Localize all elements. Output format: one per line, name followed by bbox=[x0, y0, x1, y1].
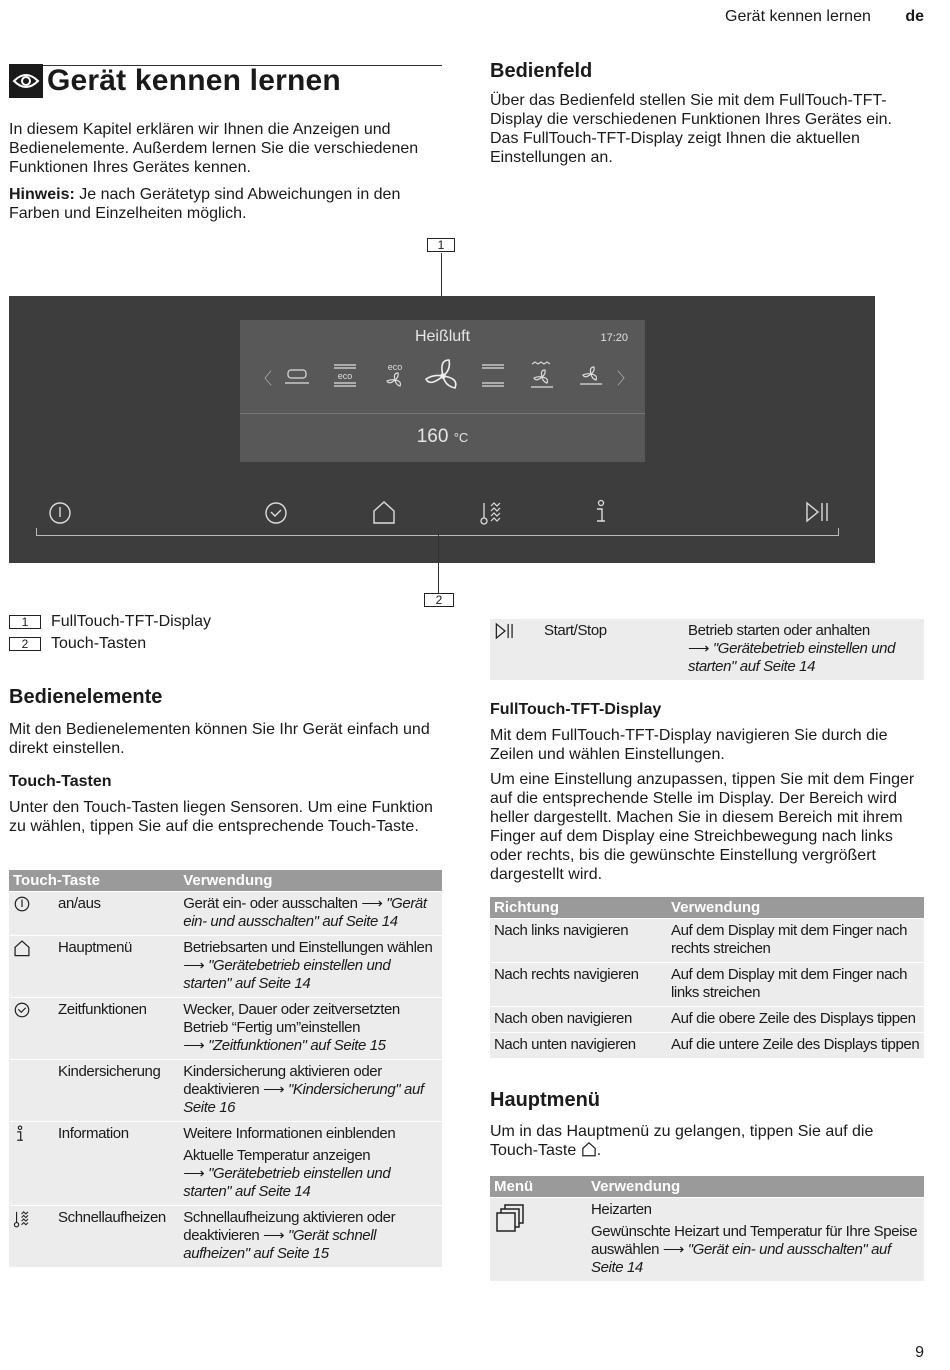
info-icon[interactable] bbox=[591, 499, 611, 525]
table-row bbox=[490, 919, 924, 963]
arrow-icon: ⟶ bbox=[183, 1037, 209, 1054]
table-cell-use bbox=[179, 1206, 442, 1268]
table-cell: Auf dem Display mit dem Finger nach rechts streichen bbox=[667, 919, 924, 963]
hauptmenu-section bbox=[490, 1089, 924, 1160]
note-text: Je nach Gerätetyp sind Abweichungen in den Farben und Einzelheiten möglich. bbox=[9, 186, 401, 222]
legend-label: FullTouch-TFT-Display bbox=[51, 613, 212, 630]
use-text: Gewünschte Heizart und Temperatur für Ihre Speise auswählen bbox=[591, 1223, 918, 1258]
eco-label-2: eco bbox=[387, 362, 403, 372]
table-cell-use bbox=[179, 892, 442, 936]
touch-keys-text: Unter den Touch-Tasten liegen Sensoren. Um eine Funktion zu wählen, tippen Sie auf die entsprechende Touch-Taste. bbox=[9, 799, 433, 835]
menu-table bbox=[490, 1176, 924, 1281]
table-row bbox=[9, 998, 442, 1060]
hauptmenu-title: Hauptmenü bbox=[490, 1089, 600, 1111]
arrow-icon: ⟶ bbox=[259, 1081, 288, 1098]
use-text: Schnellaufheizung aktivieren oder deaktivieren bbox=[183, 1209, 396, 1244]
table-cell: Auf die untere Zeile des Displays tippen bbox=[667, 1033, 924, 1059]
eco-label: eco bbox=[337, 371, 353, 381]
temp-value: 160 bbox=[416, 426, 449, 447]
temp-unit: °C bbox=[453, 430, 469, 445]
table-row bbox=[9, 892, 442, 936]
table-cell-name: an/aus bbox=[54, 892, 179, 936]
hot-air-fan-icon[interactable] bbox=[421, 354, 465, 396]
nav-table-header-direction: Richtung bbox=[490, 897, 667, 919]
display-right-arrow-icon[interactable]: 〉 bbox=[616, 371, 633, 388]
table-cell-icon bbox=[490, 619, 540, 680]
eco-top-bottom-heat-icon[interactable] bbox=[332, 362, 358, 390]
table-row bbox=[490, 1198, 924, 1282]
table-cell-name: Kindersicherung bbox=[54, 1060, 179, 1122]
menu-table-header-menu: Menü bbox=[490, 1176, 587, 1198]
display-divider bbox=[240, 413, 645, 414]
intro-block bbox=[9, 120, 442, 223]
table-cell-use bbox=[587, 1198, 924, 1282]
table-cell-use bbox=[179, 1122, 442, 1206]
home-icon[interactable] bbox=[371, 499, 397, 525]
display-clock: 17:20 bbox=[600, 332, 628, 344]
table-row bbox=[9, 936, 442, 998]
header-lang: de bbox=[905, 8, 924, 25]
info-icon bbox=[13, 1125, 27, 1143]
table-cell-icon bbox=[490, 1198, 587, 1282]
table-cell-icon bbox=[9, 936, 54, 998]
start-stop-table bbox=[490, 619, 924, 680]
pizza-fan-icon[interactable] bbox=[529, 360, 555, 390]
menu-row-body bbox=[591, 1223, 920, 1277]
use-text: Betriebsarten und Einstellungen wählen bbox=[183, 939, 433, 956]
page-reference[interactable]: "Gerätebetrieb einstellen und starten" auf Seite 14 bbox=[688, 640, 896, 675]
table-cell: Nach oben navigieren bbox=[490, 1007, 667, 1033]
table-cell-icon bbox=[9, 1060, 54, 1122]
note-label: Hinweis: bbox=[9, 186, 75, 203]
legend-num: 2 bbox=[9, 637, 41, 651]
display-left-arrow-icon[interactable]: 〈 bbox=[256, 371, 273, 388]
home-icon bbox=[13, 939, 31, 957]
callout-2-line bbox=[438, 533, 439, 593]
table-row bbox=[9, 1206, 442, 1268]
bedienelemente-title: Bedienelemente bbox=[9, 686, 163, 708]
legend-label: Touch-Tasten bbox=[51, 635, 147, 652]
table-cell-use bbox=[179, 936, 442, 998]
display-section-title: FullTouch-TFT-Display bbox=[490, 701, 662, 718]
page-reference[interactable]: "Zeitfunktionen" auf Seite 15 bbox=[208, 1037, 386, 1054]
display-mode-label: Heißluft bbox=[414, 328, 471, 345]
use-text: Betrieb starten oder anhalten bbox=[688, 622, 870, 639]
touch-table-header-use: Verwendung bbox=[179, 870, 442, 892]
touch-table bbox=[9, 870, 442, 1267]
arrow-icon: ⟶ bbox=[183, 957, 209, 974]
grill-tray-icon[interactable] bbox=[284, 364, 310, 388]
legend-item bbox=[9, 611, 442, 633]
page-reference[interactable]: "Gerätebetrieb einstellen und starten" auf Seite 14 bbox=[183, 957, 391, 992]
arrow-icon: ⟶ bbox=[259, 1227, 288, 1244]
page-reference[interactable]: "Gerät ein- und ausschalten" auf Seite 14 bbox=[183, 895, 427, 930]
table-row bbox=[9, 1060, 442, 1122]
table-cell-icon bbox=[9, 998, 54, 1060]
tft-display bbox=[240, 320, 645, 462]
bedienelemente-block bbox=[9, 686, 442, 836]
table-cell: Auf dem Display mit dem Finger nach links streichen bbox=[667, 963, 924, 1007]
bedienfeld-text: Über das Bedienfeld stellen Sie mit dem FullTouch-TFT-Display die verschiedenen Funktionen Ihres Gerätes ein. Das FullTouch-TFT-Display zeigt Ihnen die aktuellen Einstellungen an. bbox=[490, 92, 892, 166]
use-text: Weitere Informationen einblenden bbox=[183, 1125, 396, 1142]
use-text: Wecker, Dauer oder zeitversetzten Betrieb “Fertig um”einstellen bbox=[183, 1001, 400, 1036]
rapid-heat-icon bbox=[13, 1209, 33, 1229]
arrow-icon: ⟶ bbox=[659, 1241, 688, 1258]
page-reference[interactable]: "Kindersicherung" auf Seite 16 bbox=[183, 1081, 424, 1116]
table-cell-name: Zeitfunktionen bbox=[54, 998, 179, 1060]
home-icon bbox=[581, 1141, 597, 1157]
table-cell-name: Hauptmenü bbox=[54, 936, 179, 998]
start-stop-icon[interactable] bbox=[804, 501, 832, 523]
display-temperature[interactable] bbox=[240, 426, 645, 448]
nav-table-header-use: Verwendung bbox=[667, 897, 924, 919]
bedienelemente-text: Mit den Bedienelementen können Sie Ihr Gerät einfach und direkt einstellen. bbox=[9, 721, 430, 757]
touch-table-header-key: Touch-Taste bbox=[9, 870, 179, 892]
eye-icon bbox=[9, 64, 43, 98]
table-cell: Nach links navigieren bbox=[490, 919, 667, 963]
table-cell-use bbox=[179, 998, 442, 1060]
page-number: 9 bbox=[915, 1344, 924, 1361]
arrow-icon: ⟶ bbox=[183, 1165, 209, 1182]
start-stop-icon bbox=[494, 622, 516, 640]
arrow-icon: ⟶ bbox=[688, 640, 713, 657]
power-icon bbox=[13, 895, 31, 913]
top-bottom-heat-icon[interactable] bbox=[480, 362, 506, 390]
hauptmenu-text-end: . bbox=[596, 1142, 602, 1159]
table-cell-icon bbox=[9, 1206, 54, 1268]
menu-table-header-use: Verwendung bbox=[587, 1176, 924, 1198]
table-row bbox=[490, 1007, 924, 1033]
hauptmenu-text bbox=[490, 1122, 924, 1160]
table-row bbox=[490, 619, 924, 680]
note-paragraph bbox=[9, 185, 442, 223]
rapid-heat-icon[interactable] bbox=[479, 499, 507, 527]
menu-row-title: Heizarten bbox=[591, 1201, 652, 1218]
legend-item bbox=[9, 633, 442, 655]
table-cell-name: Start/Stop bbox=[540, 619, 684, 680]
table-cell-name: Information bbox=[54, 1122, 179, 1206]
table-row bbox=[490, 1033, 924, 1059]
table-row bbox=[490, 963, 924, 1007]
table-cell: Nach unten navigieren bbox=[490, 1033, 667, 1059]
clock-icon[interactable] bbox=[264, 501, 288, 525]
display-section-p2: Um eine Einstellung anzupassen, tippen Sie mit dem Finger auf die entsprechende Stelle im Display. Der Bereich wird heller dargestellt. Machen Sie in diesem Bereich mit ihrem Finger auf dem Display eine Streichbewegung nach links oder rechts, bis die gewünschte Einstellung vergrößert dargestellt wird. bbox=[490, 771, 915, 883]
eco-fan-icon[interactable] bbox=[382, 360, 408, 390]
table-row bbox=[9, 1122, 442, 1206]
page-reference[interactable]: "Gerätebetrieb einstellen und starten" auf Seite 14 bbox=[183, 1165, 391, 1200]
use-text: Gerät ein- oder ausschalten bbox=[183, 895, 358, 912]
chapter-title: Gerät kennen lernen bbox=[47, 64, 341, 97]
legend bbox=[9, 611, 442, 655]
clock-icon bbox=[13, 1001, 31, 1019]
heating-modes-icon bbox=[494, 1203, 526, 1235]
use-text: Kindersicherung aktivieren oder deaktivieren bbox=[183, 1063, 382, 1098]
chapter-title-block bbox=[9, 64, 341, 98]
legend-num: 1 bbox=[9, 615, 41, 629]
table-cell-icon bbox=[9, 1122, 54, 1206]
bedienfeld-title: Bedienfeld bbox=[490, 60, 593, 82]
intro-text: In diesem Kapitel erklären wir Ihnen die Anzeigen und Bedienelemente. Außerdem lernen Sie die verschiedenen Funktionen Ihres Gerätes kennen. bbox=[9, 121, 419, 176]
navigation-table bbox=[490, 897, 924, 1058]
circulated-air-bottom-icon[interactable] bbox=[578, 360, 604, 390]
control-panel-illustration bbox=[9, 296, 875, 563]
hauptmenu-text-body: Um in das Hauptmenü zu gelangen, tippen Sie auf die Touch-Taste bbox=[490, 1123, 874, 1159]
use-text-2: Aktuelle Temperatur anzeigen bbox=[183, 1147, 371, 1164]
power-icon[interactable] bbox=[48, 501, 72, 525]
touch-keys-title: Touch-Tasten bbox=[9, 773, 112, 790]
callout-2: 2 bbox=[424, 593, 454, 607]
page-reference[interactable]: "Gerät schnell aufheizen" auf Seite 15 bbox=[183, 1227, 377, 1262]
callout-1: 1 bbox=[427, 238, 455, 252]
table-cell-use bbox=[179, 1060, 442, 1122]
table-cell-icon bbox=[9, 892, 54, 936]
running-header bbox=[725, 8, 924, 26]
table-cell-name: Schnellaufheizen bbox=[54, 1206, 179, 1268]
bedienfeld-block bbox=[490, 60, 924, 167]
arrow-icon: ⟶ bbox=[357, 895, 387, 912]
page-reference[interactable]: "Gerät ein- und ausschalten" auf Seite 14 bbox=[591, 1241, 891, 1276]
table-cell: Nach rechts navigieren bbox=[490, 963, 667, 1007]
header-section: Gerät kennen lernen bbox=[725, 8, 871, 25]
table-cell: Auf die obere Zeile des Displays tippen bbox=[667, 1007, 924, 1033]
table-cell-use bbox=[684, 619, 924, 680]
display-section-p1: Mit dem FullTouch-TFT-Display navigieren Sie durch die Zeilen und wählen Einstellungen. bbox=[490, 727, 888, 763]
display-section bbox=[490, 701, 924, 884]
